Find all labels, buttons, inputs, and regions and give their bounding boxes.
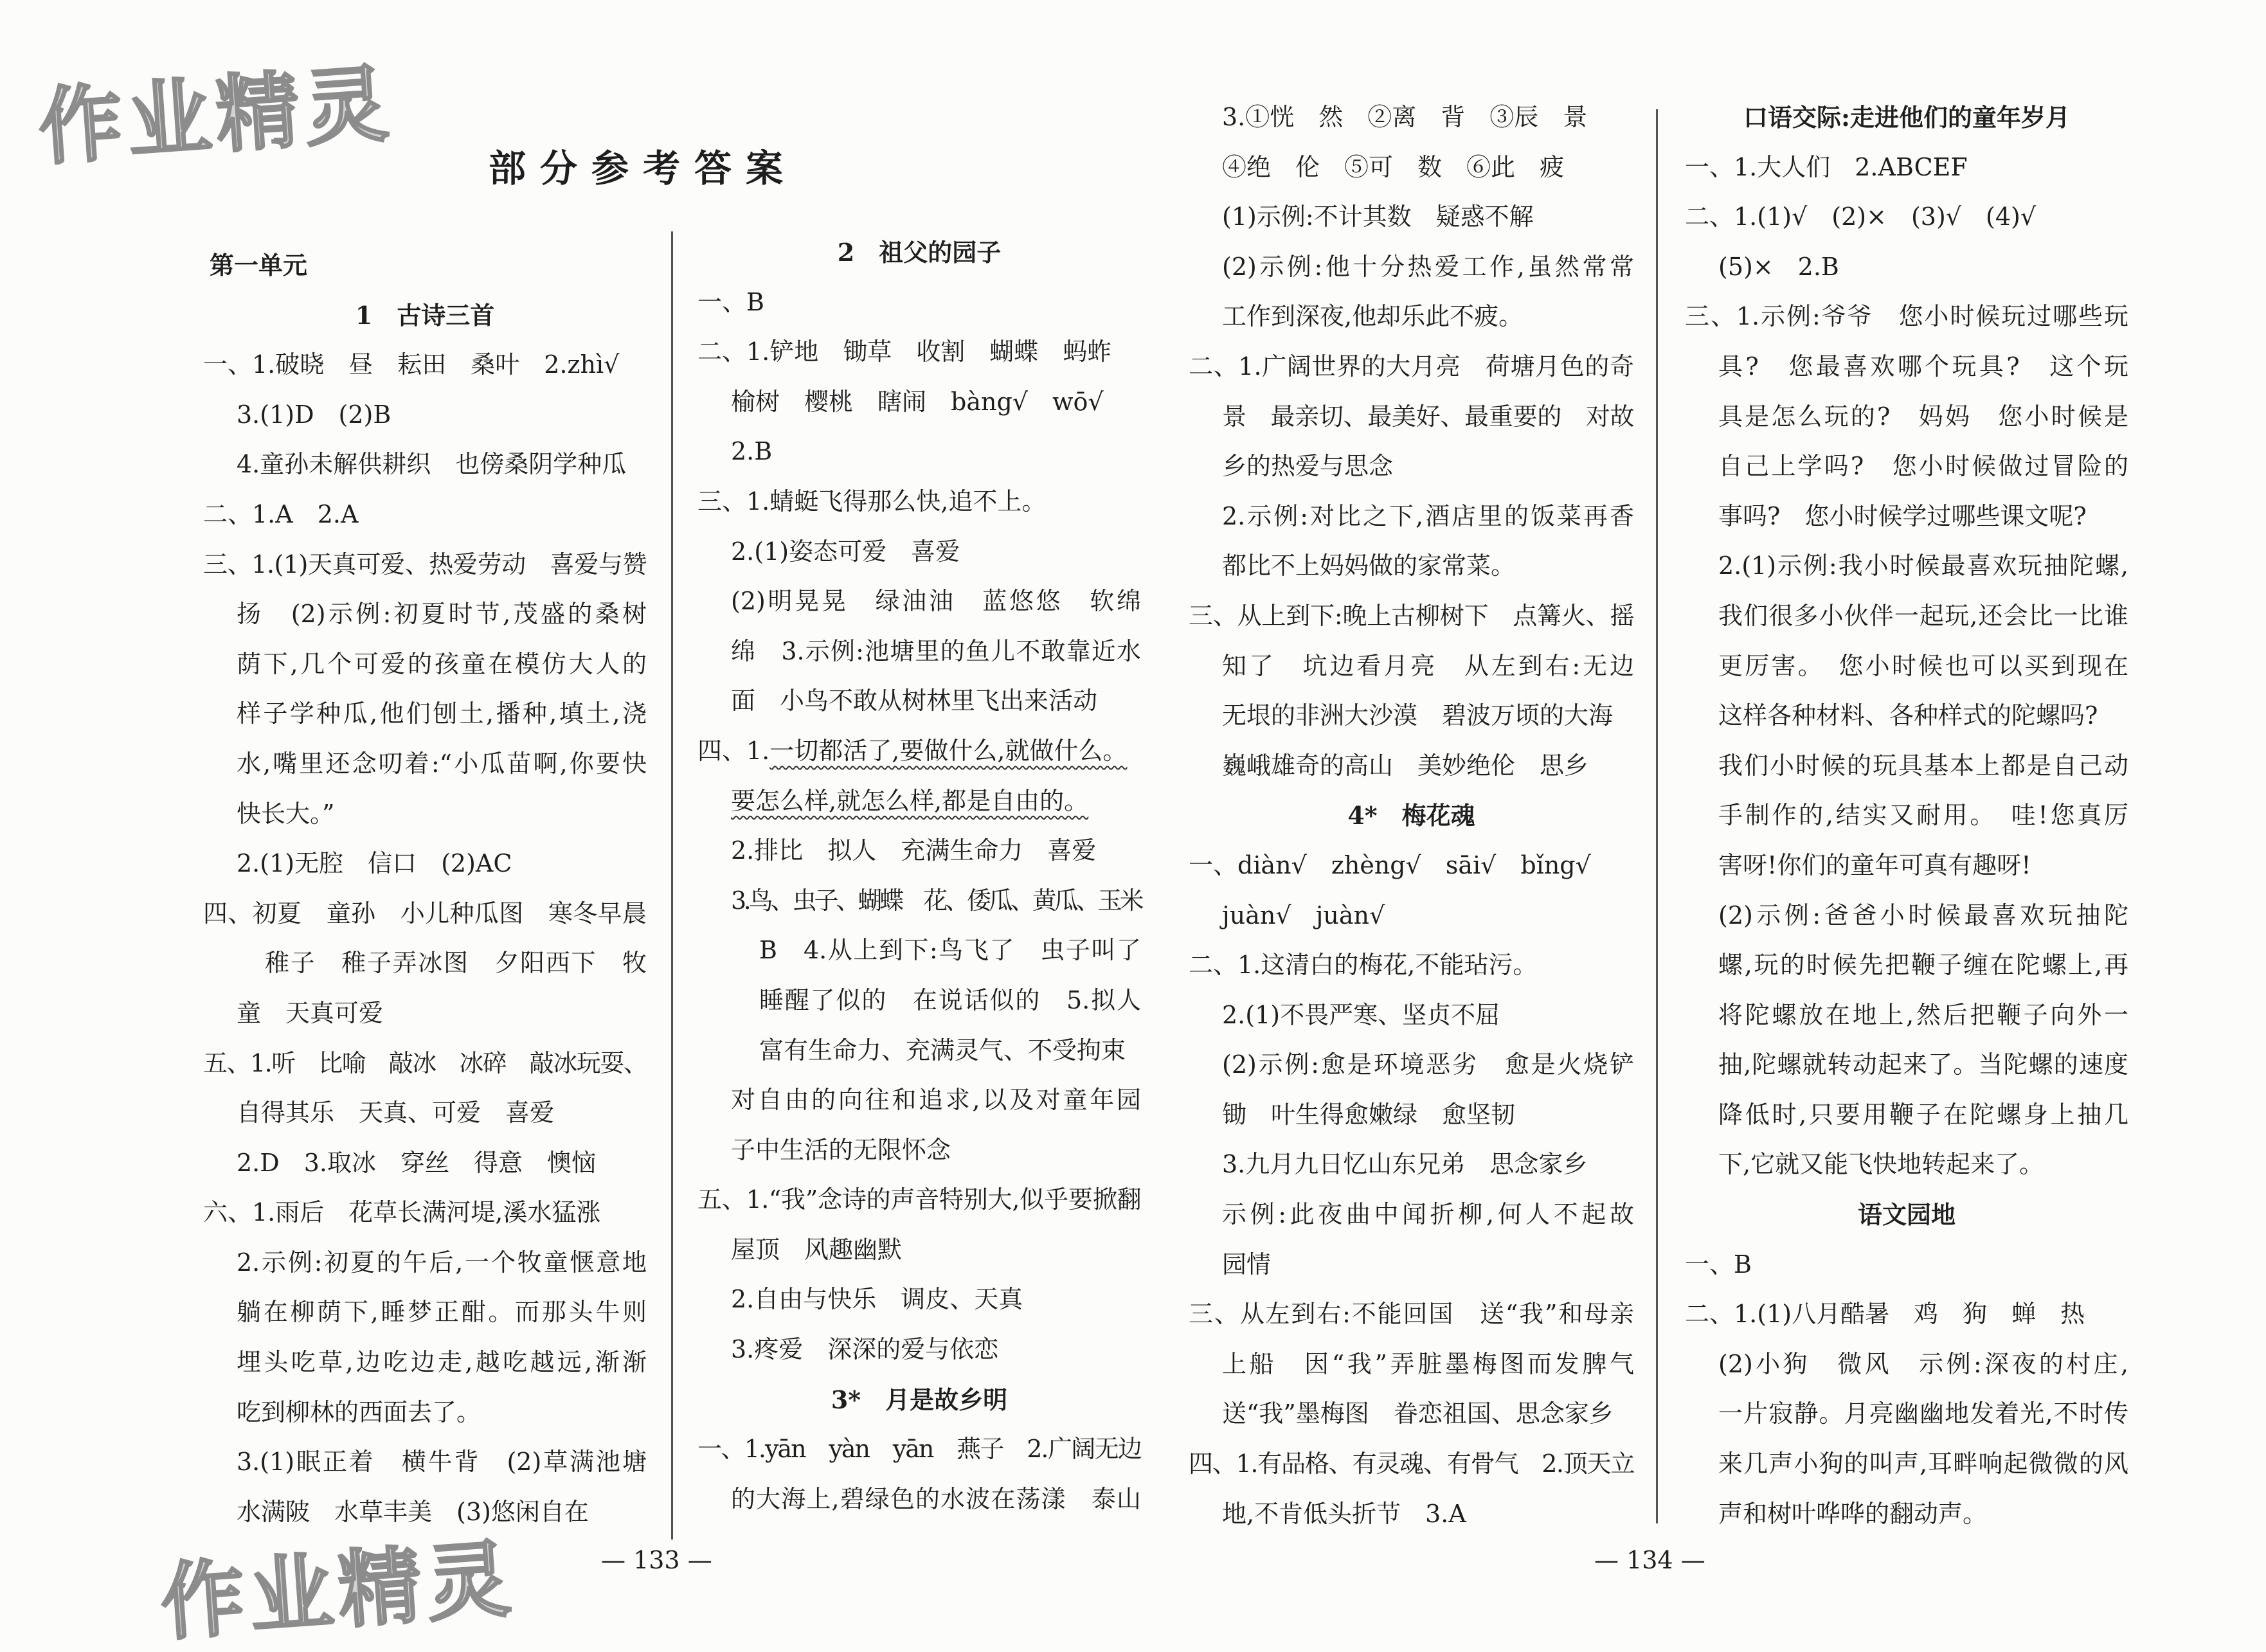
answer-line (203, 1388, 647, 1438)
answer-line (203, 739, 647, 789)
answer-line (1685, 292, 2128, 342)
answer-text: 送“我”墨梅图 眷恋祖国、思念家乡 (1222, 1399, 1614, 1428)
answer-line (1189, 841, 1634, 891)
answer-line (1189, 1240, 1634, 1290)
answer-line (203, 689, 647, 739)
answer-line (1189, 1190, 1634, 1240)
answer-text: 一、diàn√ zhèng√ sāi√ bǐng√ (1189, 850, 1591, 879)
answer-line (1189, 991, 1634, 1041)
answer-line (1189, 242, 1634, 292)
answer-text: 四、1.有品格、有灵魂、有骨气 2.顶天立 (1189, 1450, 1634, 1478)
answer-line (697, 1325, 1141, 1375)
answer-text: 园情 (1222, 1250, 1272, 1279)
answer-line (1685, 691, 2128, 741)
answer-text: B 4.从上到下:鸟飞了 虫子叫了 (759, 936, 1141, 965)
answer-text: 手制作的,结实又耐用。 哇!您真厉 (1718, 801, 2128, 830)
answer-text: juàn√ juàn√ (1222, 901, 1385, 929)
answer-line (1189, 741, 1634, 791)
answer-line (1685, 791, 2128, 841)
answer-text: 3.①恍 然 ②离 背 ③辰 景 (1222, 103, 1588, 131)
watermark: 作业精灵 (157, 1529, 519, 1652)
answer-line (1685, 1090, 2128, 1140)
answer-text: 四、1. (697, 736, 770, 765)
answer-column-3 (1189, 93, 1634, 1539)
answer-text: (5)× 2.B (1718, 252, 1839, 281)
answer-text: 具是怎么玩的? 妈妈 您小时候是 (1718, 402, 2128, 431)
answer-line (203, 1188, 647, 1238)
answer-text: 二、1.广阔世界的大月亮 荷塘月色的奇 (1189, 352, 1634, 381)
answer-text: 一、1.破晓 昼 耘田 桑叶 2.zhì√ (203, 350, 620, 379)
answer-line (697, 1424, 1141, 1475)
answer-text: 3.疼爱 深深的爱与依恋 (731, 1335, 999, 1364)
answer-line (697, 1026, 1141, 1076)
answer-line (1685, 492, 2128, 542)
answer-text: 3.(1)D (2)B (237, 400, 391, 429)
section-heading (1685, 1190, 2128, 1240)
answer-text: 2.B (731, 437, 773, 466)
answer-line (1189, 292, 1634, 342)
section-heading (697, 1375, 1141, 1425)
answer-line (203, 789, 647, 839)
answer-text: 2.排比 拟人 充满生命力 喜爱 (731, 836, 1097, 865)
answer-line (1189, 192, 1634, 242)
answer-text: 3.鸟、虫子、蝴蝶 花、倭瓜、黄瓜、玉米 (731, 886, 1141, 915)
answer-line (697, 327, 1141, 377)
answer-text: 3.(1)眠正着 横牛背 (2)草满池塘 (237, 1448, 647, 1477)
answer-line (697, 577, 1141, 627)
answer-line (1685, 242, 2128, 292)
answer-line (203, 889, 647, 939)
answer-text: 样子学种瓜,他们刨土,播种,填土,浇 (237, 699, 647, 728)
answer-text: 睡醒了似的 在说话似的 5.拟人 (759, 985, 1141, 1014)
answer-text: 巍峨雄奇的高山 美妙绝伦 思乡 (1222, 751, 1589, 780)
answer-text: 二、1.这清白的梅花,不能玷污。 (1189, 951, 1538, 980)
answer-text: 这样各种材料、各种样式的陀螺吗? (1718, 701, 2098, 730)
answer-text: 对自由的向往和追求,以及对童年园 (731, 1086, 1141, 1115)
answer-line (203, 1288, 647, 1338)
answer-text: 一、1.大人们 2.ABCEF (1685, 152, 1968, 181)
answer-text: 三、从左到右:不能回国 送“我”和母亲 (1189, 1300, 1634, 1329)
answer-text: 的大海上,碧绿色的水波在荡漾 泰山 (731, 1484, 1141, 1513)
answer-line (1685, 1489, 2128, 1540)
answer-text: 二、1.(1)八月酷暑 鸡 狗 蝉 热 (1685, 1300, 2085, 1329)
answer-line (697, 1075, 1141, 1126)
answer-line (697, 926, 1141, 976)
answer-text: 躺在柳荫下,睡梦正酣。而那头牛则 (237, 1298, 647, 1327)
answer-text: 2.自由与快乐 调皮、天真 (731, 1285, 1023, 1314)
answer-line (697, 1275, 1141, 1325)
answer-line (697, 976, 1141, 1026)
answer-column-4 (1685, 93, 2128, 1539)
answer-text: 害呀!你们的童年可真有趣呀! (1718, 850, 2031, 879)
answer-text: 荫下,几个可爱的孩童在模仿大人的 (237, 649, 647, 678)
answer-text: 锄 叶生得愈嫩绿 愈坚韧 (1222, 1100, 1516, 1129)
answer-line (1685, 741, 2128, 791)
answer-line (697, 477, 1141, 527)
answer-line (1685, 442, 2128, 492)
column-divider (671, 231, 673, 1540)
answer-text: 一、B (1685, 1250, 1752, 1279)
answer-text: 我们很多小伙伴一起玩,还会比一比谁 (1718, 601, 2128, 630)
answer-line (1685, 1140, 2128, 1190)
answer-text: 景 最亲切、最美好、最重要的 对故 (1222, 402, 1634, 431)
answer-text: 屋顶 风趣幽默 (731, 1235, 903, 1264)
answer-text: (2)示例:爸爸小时候最喜欢玩抽陀 (1718, 901, 2128, 929)
answer-line (1685, 1240, 2128, 1290)
answer-line (697, 377, 1141, 427)
answer-line (203, 340, 647, 390)
answer-line (203, 490, 647, 540)
answer-column-1 (203, 240, 647, 1537)
answer-line (203, 440, 647, 490)
answer-text: 语文园地 (1857, 1200, 1956, 1230)
answer-text: 2.(1)姿态可爱 喜爱 (731, 537, 960, 566)
answer-line (203, 1238, 647, 1288)
answer-text: 更厉害。 您小时候也可以买到现在 (1718, 651, 2128, 680)
answer-line (1189, 940, 1634, 991)
answer-line (203, 390, 647, 440)
answer-line (1685, 192, 2128, 242)
answer-text: 知了 坑边看月亮 从左到右:无边 (1222, 651, 1634, 680)
answer-text: 2.(1)无腔 信口 (2)AC (237, 849, 512, 878)
page-number-right: — 134 — (1594, 1546, 1705, 1574)
answer-text: 4.童孙未解供耕织 也傍桑阴学种瓜 (237, 450, 627, 479)
answer-line (1189, 1040, 1634, 1090)
answer-text: (2)示例:愈是环境恶劣 愈是火烧铲 (1222, 1050, 1634, 1079)
answer-text: 水,嘴里还念叨着:“小瓜苗啊,你要快 (237, 749, 647, 778)
answer-line (697, 527, 1141, 577)
answer-text: 三、1.蜻蜓飞得那么快,追不上。 (697, 487, 1047, 516)
answer-text: 三、从上到下:晚上古柳树下 点篝火、摇 (1189, 601, 1634, 630)
answer-text: 吃到柳林的西面去了。 (237, 1397, 481, 1426)
answer-line (697, 726, 1141, 777)
answer-line (697, 278, 1141, 328)
answer-line (697, 627, 1141, 677)
answer-text: 口语交际:走进他们的童年岁月 (1743, 103, 2071, 132)
answer-text: 四、初夏 童孙 小儿种瓜图 寒冬早晨 (203, 899, 647, 928)
answer-text: 三、1.示例:爷爷 您小时候玩过哪些玩 (1685, 302, 2128, 331)
answer-line (1189, 93, 1634, 143)
answer-text: 二、1.(1)√ (2)× (3)√ (4)√ (1685, 202, 2037, 231)
answer-line (1685, 940, 2128, 991)
answer-text: 4* 梅花魂 (1347, 801, 1475, 830)
section-heading (1685, 93, 2128, 143)
answer-text: 螺,玩的时候先把鞭子缠在陀螺上,再 (1718, 951, 2128, 980)
answer-text: 来几声小狗的叫声,耳畔响起微微的风 (1718, 1450, 2128, 1478)
answer-line (1189, 541, 1634, 591)
answer-line (1189, 1439, 1634, 1489)
answer-line (203, 640, 647, 690)
answer-line (203, 1338, 647, 1388)
answer-line (1189, 392, 1634, 442)
answer-line (203, 938, 647, 989)
answer-line (1685, 143, 2128, 193)
answer-line (203, 1437, 647, 1487)
answer-line (1685, 642, 2128, 692)
answer-text: 地,不肯低头折节 3.A (1222, 1499, 1466, 1528)
answer-text: 事吗? 您小时候学过哪些课文呢? (1718, 501, 2087, 530)
answer-line (1189, 1489, 1634, 1540)
answer-line (1189, 1090, 1634, 1140)
answer-text: 都比不上妈妈做的家常菜。 (1222, 552, 1516, 580)
answer-text: (2)明晃晃 绿油油 蓝悠悠 软绵 (731, 587, 1141, 616)
answer-text: ④绝 伦 ⑤可 数 ⑥此 疲 (1222, 152, 1565, 181)
wavy-underlined-text: 要怎么样,就怎么样,都是自由的。 (731, 786, 1089, 815)
answer-text: 示例:此夜曲中闻折柳,何人不起故 (1222, 1200, 1634, 1229)
answer-text: 扬 (2)示例:初夏时节,茂盛的桑树 (237, 600, 647, 629)
answer-text: 2.D 3.取冰 穿丝 得意 懊恼 (237, 1148, 596, 1177)
answer-line (1685, 1439, 2128, 1489)
page-title: 部分参考答案 (489, 147, 798, 190)
answer-text: 上船 因“我”弄脏墨梅图而发脾气 (1222, 1349, 1634, 1378)
answer-line (203, 1088, 647, 1138)
answer-text: 2.示例:初夏的午后,一个牧童惬意地 (237, 1248, 647, 1277)
answer-text: 五、1.听 比喻 敲冰 冰碎 敲冰玩耍、 (203, 1048, 647, 1077)
answer-text: 绵 3.示例:池塘里的鱼儿不敢靠近水 (731, 636, 1141, 665)
answer-text: 子中生活的无限怀念 (731, 1135, 951, 1164)
section-heading (697, 228, 1141, 278)
answer-line (203, 839, 647, 889)
answer-text: 无垠的非洲大沙漠 碧波万顷的大海 (1222, 701, 1614, 730)
answer-text: 第一单元 (210, 251, 308, 280)
answer-line (1189, 1140, 1634, 1190)
answer-line (1685, 1340, 2128, 1390)
answer-text: 具? 您最喜欢哪个玩具? 这个玩 (1718, 352, 2128, 381)
answer-line (1685, 1040, 2128, 1090)
answer-line (1189, 642, 1634, 692)
answer-line (1189, 1389, 1634, 1439)
answer-line (697, 777, 1141, 827)
answer-text: 三、1.(1)天真可爱、热爱劳动 喜爱与赞 (203, 550, 647, 579)
answer-line (203, 540, 647, 590)
answer-text: 2 祖父的园子 (837, 238, 1002, 267)
answer-text: 下,它就又能飞快地转起来了。 (1718, 1150, 2044, 1179)
answer-line (697, 1175, 1141, 1225)
page-number-left: — 133 — (601, 1546, 712, 1574)
answer-line (1189, 342, 1634, 392)
answer-text: 乡的热爱与思念 (1222, 452, 1394, 481)
answer-text: 二、1.铲地 锄草 收割 蝴蝶 蚂蚱 (697, 337, 1112, 366)
section-heading (1189, 791, 1634, 841)
answer-line (697, 876, 1141, 926)
answer-line (1189, 691, 1634, 741)
answer-text: (2)示例:他十分热爱工作,虽然常常 (1222, 252, 1634, 281)
answer-line (1685, 1389, 2128, 1439)
answer-text: 童 天真可爱 (237, 998, 384, 1027)
answer-text: (2)小狗 微风 示例:深夜的村庄, (1718, 1349, 2128, 1378)
answer-line (1685, 1289, 2128, 1340)
answer-text: 榆树 樱桃 瞎闹 bàng√ wō√ (731, 387, 1104, 416)
answer-line (1189, 591, 1634, 642)
answer-text: 1 古诗三首 (355, 300, 495, 330)
unit-heading (203, 240, 647, 291)
answer-text: 2.(1)示例:我小时候最喜欢玩抽陀螺, (1718, 552, 2128, 580)
answer-text: 水满陂 水草丰美 (3)悠闲自在 (237, 1497, 589, 1526)
answer-text: 声和树叶哗哗的翻动声。 (1718, 1499, 1988, 1528)
answer-text: 五、1.“我”念诗的声音特别大,似乎要掀翻 (697, 1185, 1141, 1214)
answer-line (697, 676, 1141, 726)
answer-text: 3.九月九日忆山东兄弟 思念家乡 (1222, 1150, 1588, 1179)
answer-text: 六、1.雨后 花草长满河堤,溪水猛涨 (203, 1198, 601, 1227)
answer-line (1685, 591, 2128, 642)
answer-line (697, 1225, 1141, 1275)
answer-text: 2.示例:对比之下,酒店里的饭菜再香 (1222, 501, 1634, 530)
answer-text: 我们小时候的玩具基本上都是自己动 (1718, 751, 2128, 780)
answer-line (1189, 1340, 1634, 1390)
answer-line (1685, 841, 2128, 891)
answer-line (697, 826, 1141, 876)
answer-line (1189, 492, 1634, 542)
section-heading (203, 291, 647, 341)
answer-text: 二、1.A 2.A (203, 499, 359, 528)
answer-text: 3* 月是故乡明 (831, 1385, 1008, 1414)
answer-line (1189, 891, 1634, 941)
answer-line (697, 1126, 1141, 1176)
answer-text: 降低时,只要用鞭子在陀螺身上抽几 (1718, 1100, 2128, 1129)
answer-text: 2.(1)不畏严寒、坚贞不屈 (1222, 1000, 1500, 1029)
answer-line (203, 1039, 647, 1089)
answer-text: 富有生命力、充满灵气、不受拘束 (759, 1036, 1126, 1064)
answer-column-2 (697, 228, 1141, 1524)
answer-text: 一、1.yān yàn yān 燕子 2.广阔无边 (697, 1435, 1141, 1464)
column-divider (1656, 109, 1658, 1523)
answer-line (203, 589, 647, 640)
answer-line (1189, 1289, 1634, 1340)
answer-line (697, 427, 1141, 477)
answer-line (203, 989, 647, 1039)
wavy-underlined-text: 一切都活了,要做什么,就做什么。 (769, 736, 1128, 765)
answer-line (697, 1475, 1141, 1525)
answer-text: 工作到深夜,他却乐此不疲。 (1222, 302, 1524, 331)
answer-line (1189, 143, 1634, 193)
answer-text: (1)示例:不计其数 疑惑不解 (1222, 202, 1534, 231)
answer-text: 快长大。” (237, 799, 335, 828)
answer-line (203, 1487, 647, 1538)
watermark: 作业精灵 (35, 54, 397, 177)
answer-line (1685, 991, 2128, 1041)
answer-text: 将陀螺放在地上,然后把鞭子向外一 (1718, 1000, 2128, 1029)
answer-text: 一、B (697, 287, 764, 316)
answer-text: 自得其乐 天真、可爱 喜爱 (237, 1099, 555, 1127)
answer-line (1685, 342, 2128, 392)
answer-text: 埋头吃草,边吃边走,越吃越远,渐渐 (237, 1348, 647, 1377)
answer-line (1685, 891, 2128, 941)
answer-text: 一片寂静。月亮幽幽地发着光,不时传 (1718, 1399, 2128, 1428)
answer-line (1685, 392, 2128, 442)
answer-text: 面 小鸟不敢从树林里飞出来活动 (731, 687, 1098, 715)
answer-line (1685, 541, 2128, 591)
answer-line (203, 1138, 647, 1189)
answer-line (1189, 442, 1634, 492)
answer-text: 抽,陀螺就转动起来了。当陀螺的速度 (1718, 1050, 2128, 1079)
answer-text: 稚子 稚子弄冰图 夕阳西下 牧 (265, 949, 647, 978)
answer-text: 自己上学吗? 您小时候做过冒险的 (1718, 452, 2128, 481)
